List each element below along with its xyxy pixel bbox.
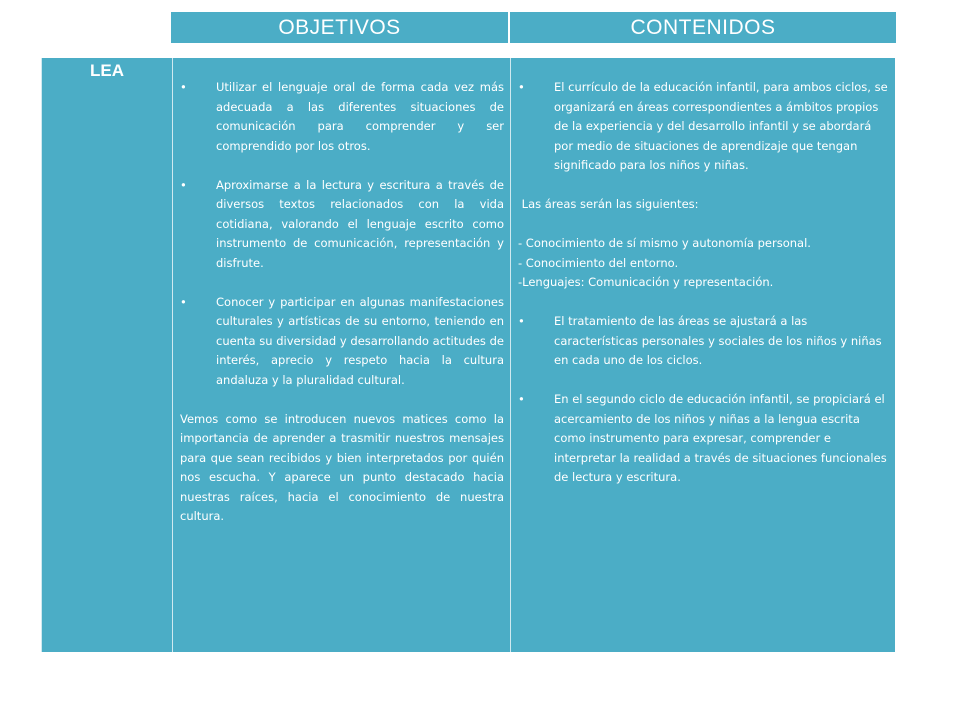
header-objetivos: OBJETIVOS bbox=[171, 12, 508, 43]
objetivo-item bbox=[180, 176, 504, 274]
objetivos-commentary: Vemos como se introducen nuevos matices como la importancia de aprender a trasmitir nuestros mensajes para que sean recibidos y bien interpretados por quién nos escucha. Y aparece un punto destacado hacia nuestras raíces, hacia el conocimiento de nuestra cultura. bbox=[180, 411, 504, 523]
contenido-text: En el segundo ciclo de educación infantil, se propiciará el acercamiento de los niños y niñas a la lengua escrita como instrumento para expresar, comprender e interpretar la realidad a través de situaciones funcionales de lectura y escritura. bbox=[554, 392, 887, 484]
header-contenidos: CONTENIDOS bbox=[510, 12, 896, 43]
bullet-icon: • bbox=[518, 314, 525, 328]
contenido-item bbox=[518, 390, 890, 488]
bullet-icon: • bbox=[180, 177, 187, 192]
column-divider-1 bbox=[172, 58, 173, 652]
area-item: -Lenguajes: Comunicación y representación. bbox=[518, 275, 774, 289]
contenido-text: El tratamiento de las áreas se ajustará a las características personales y sociales de los niños y niñas en cada uno de los ciclos. bbox=[554, 314, 882, 367]
objetivo-text: Utilizar el lenguaje oral de forma cada vez más adecuada a las diferentes situaciones de comunicación para comprender y ser comprendido por los otros. bbox=[216, 80, 504, 153]
bullet-icon: • bbox=[518, 80, 525, 94]
objetivo-item bbox=[180, 293, 504, 391]
contenido-text: El currículo de la educación infantil, para ambos ciclos, se organizará en áreas correspondientes a ámbitos propios de la experiencia y del desarrollo infantil y se abordará por medio de situaciones de aprendizaje que tengan significado para los niños y niñas. bbox=[554, 80, 888, 172]
contenido-item bbox=[518, 312, 890, 371]
objetivo-text: Conocer y participar en algunas manifestaciones culturales y artísticas de su entorno, teniendo en cuenta su diversidad y desarrollando actitudes de interés, aprecio y respeto hacia la cultura andaluza y la pluralidad cultural. bbox=[216, 294, 504, 387]
objetivos-cell bbox=[180, 78, 504, 527]
row-label-lea: LEA bbox=[90, 61, 124, 80]
areas-intro: Las áreas serán las siguientes: bbox=[518, 197, 699, 211]
table-left-border bbox=[41, 58, 42, 652]
bullet-icon: • bbox=[518, 392, 525, 406]
contenidos-cell bbox=[518, 78, 890, 488]
contenido-item bbox=[518, 78, 890, 176]
column-divider-2 bbox=[510, 58, 511, 652]
area-item: - Conocimiento del entorno. bbox=[518, 255, 679, 270]
bullet-icon: • bbox=[180, 80, 187, 94]
objetivo-item bbox=[180, 78, 504, 156]
area-item: - Conocimiento de sí mismo y autonomía personal. bbox=[518, 236, 811, 250]
objetivo-text: Aproximarse a la lectura y escritura a través de diversos textos relacionados con la vida cotidiana, valorando el lenguaje escrito como instrumento de comunicación, representación y disfrute. bbox=[216, 177, 504, 270]
bullet-icon: • bbox=[180, 294, 187, 309]
